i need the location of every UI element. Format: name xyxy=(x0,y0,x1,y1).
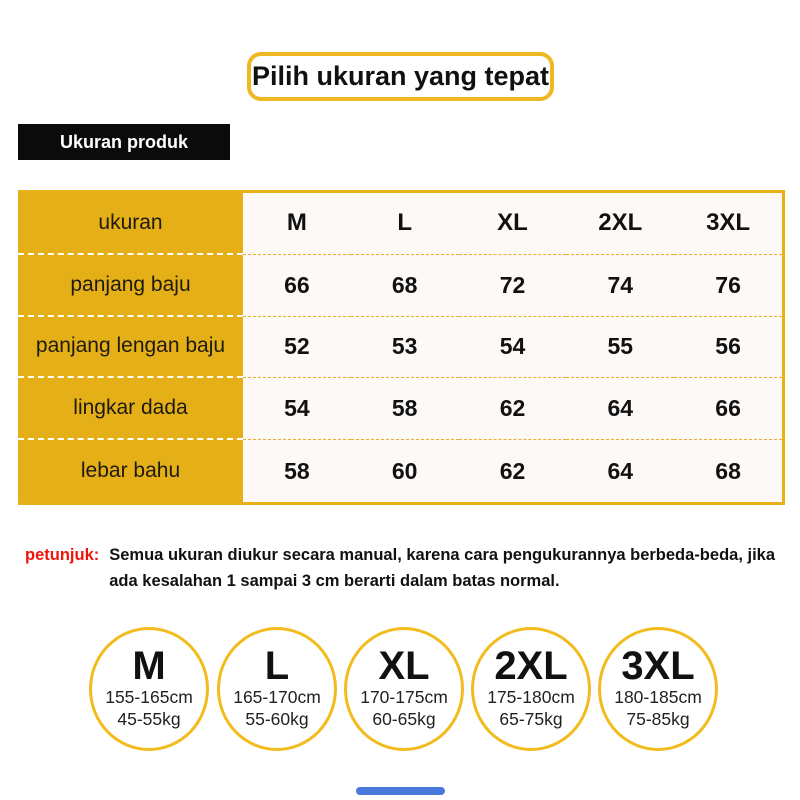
size-circle-height: 155-165cm xyxy=(105,687,193,707)
table-header-label: ukuran xyxy=(18,193,243,255)
row-label: lingkar dada xyxy=(18,378,243,440)
size-circle-weight: 60-65kg xyxy=(372,709,436,729)
row-value: 58 xyxy=(351,378,459,440)
size-circle-2xl xyxy=(471,627,591,751)
table-header-row xyxy=(18,193,782,255)
size-circle-weight: 75-85kg xyxy=(626,709,690,729)
table-row xyxy=(18,255,782,317)
size-circle-letter: XL xyxy=(378,644,430,688)
size-circle-letter: 2XL xyxy=(494,644,568,688)
row-value: 60 xyxy=(391,457,418,484)
size-circle-m xyxy=(89,627,209,751)
row-value: 55 xyxy=(566,317,674,379)
row-value: 62 xyxy=(499,457,526,484)
size-circle-height: 175-180cm xyxy=(487,687,575,707)
row-value: 68 xyxy=(715,457,741,484)
row-value: 62 xyxy=(459,378,567,440)
row-value: 66 xyxy=(243,255,351,317)
row-value: 76 xyxy=(674,255,782,317)
size-circle-height: 180-185cm xyxy=(614,687,702,707)
row-value: 64 xyxy=(566,378,674,440)
section-label-text: Ukuran produk xyxy=(59,131,188,152)
row-value: 56 xyxy=(674,317,782,379)
row-value: 54 xyxy=(243,378,351,440)
size-circle-weight: 55-60kg xyxy=(245,709,309,729)
table-row xyxy=(18,440,782,502)
size-circle-height: 170-175cm xyxy=(360,687,448,707)
row-label: lebar bahu xyxy=(18,440,243,502)
row-value: 52 xyxy=(243,317,351,379)
measurement-note xyxy=(25,542,785,594)
row-value: 54 xyxy=(459,317,567,379)
row-label: panjang baju xyxy=(18,255,243,317)
table-col-3xl: 3XL xyxy=(674,193,782,255)
size-circle-l xyxy=(217,627,337,751)
bottom-scroll-indicator[interactable] xyxy=(356,787,445,795)
size-circle-letter: 3XL xyxy=(621,644,695,688)
row-value: 58 xyxy=(284,457,310,484)
size-circle-weight: 45-55kg xyxy=(117,709,181,729)
row-value: 53 xyxy=(351,317,459,379)
row-value: 66 xyxy=(674,378,782,440)
note-label: petunjuk: xyxy=(25,546,100,564)
table-col-m: M xyxy=(243,193,351,255)
size-circle-xl xyxy=(344,627,464,751)
size-circle-height: 165-170cm xyxy=(233,687,321,707)
title-box xyxy=(247,52,554,101)
note-text: Semua ukuran diukur secara manual, karena cara pengukurannya berbeda-beda, jika ada kesalahan 1 sampai 3 cm berarti dalam batas normal. xyxy=(109,546,776,590)
size-circle-3xl xyxy=(598,627,718,751)
table-col-xl: XL xyxy=(459,193,567,255)
table-row xyxy=(18,317,782,379)
table-row xyxy=(18,378,782,440)
section-label-box xyxy=(18,124,230,160)
row-value: 68 xyxy=(351,255,459,317)
row-value: 64 xyxy=(607,457,634,484)
size-table xyxy=(18,190,785,505)
table-col-2xl: 2XL xyxy=(566,193,674,255)
size-circle-weight: 65-75kg xyxy=(499,709,563,729)
row-value: 72 xyxy=(459,255,567,317)
size-circle-letter: L xyxy=(264,644,290,688)
row-value: 74 xyxy=(566,255,674,317)
row-label: panjang lengan baju xyxy=(18,317,243,379)
size-circle-letter: M xyxy=(132,644,166,688)
page-title: Pilih ukuran yang tepat xyxy=(251,61,550,91)
table-col-l: L xyxy=(351,193,459,255)
